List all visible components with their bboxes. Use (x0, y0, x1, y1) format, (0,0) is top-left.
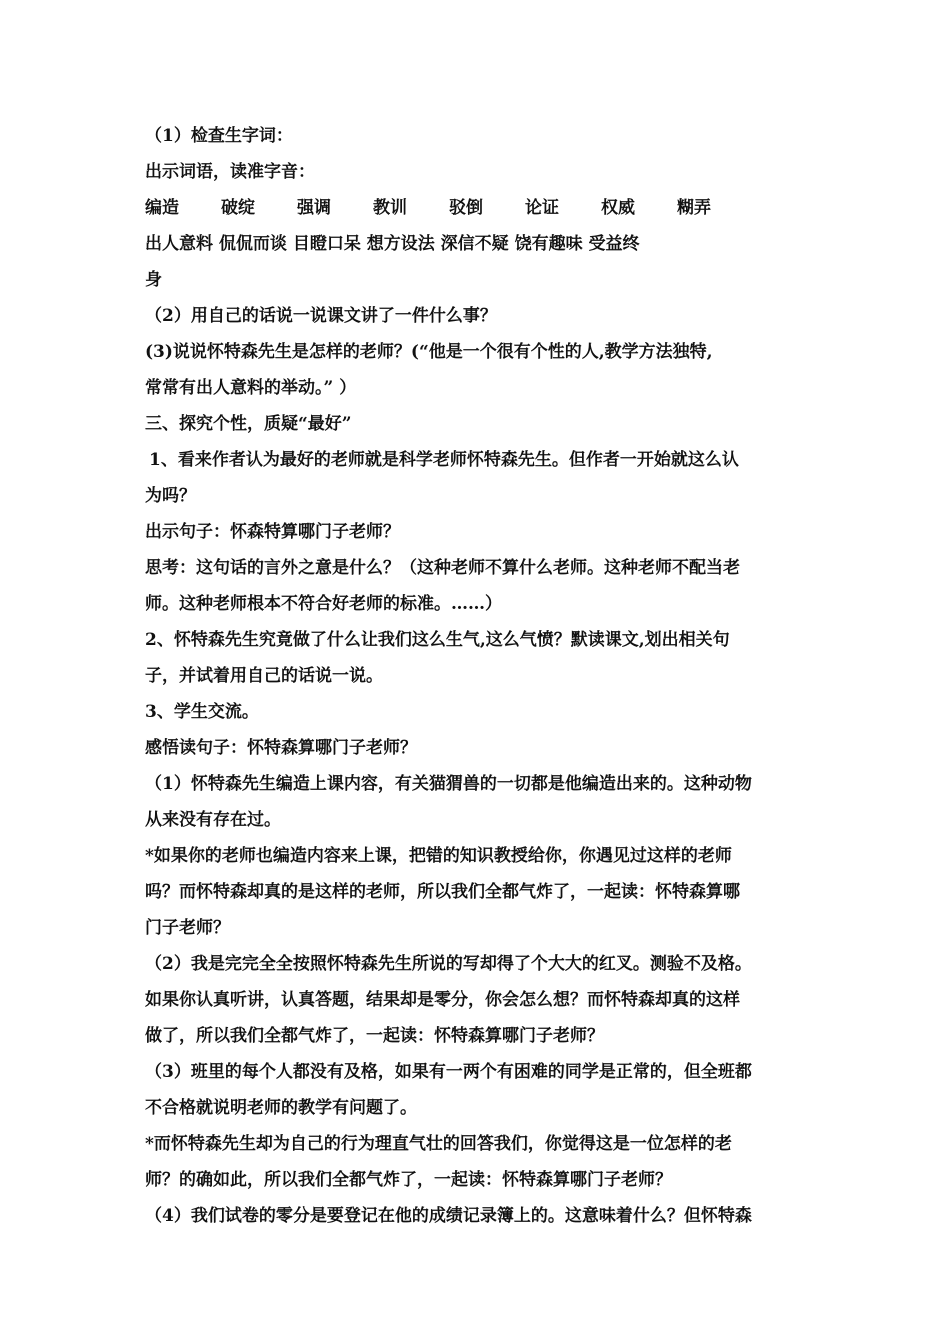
paragraph-line: 身 (145, 270, 162, 290)
paragraph-line: 不合格就说明老师的教学有问题了。 (145, 1098, 417, 1118)
paragraph-line: （2）我是完完全全按照怀特森先生所说的写却得了个大大的红叉。测验不及格。 (145, 954, 752, 974)
subheading-retell: （2）用自己的话说一说课文讲了一件什么事？ (145, 306, 497, 326)
vocabulary-word: 教训 (373, 198, 407, 218)
paragraph-line: 3、学生交流。 (145, 702, 259, 722)
paragraph-line: *如果你的老师也编造内容来上课，把错的知识教授给你，你遇见过这样的老师 (145, 846, 732, 866)
paragraph-line: (3)说说怀特森先生是怎样的老师？(“他是一个很有个性的人,教学方法独特, (145, 342, 713, 362)
paragraph-line: 如果你认真听讲，认真答题，结果却是零分，你会怎么想？而怀特森却真的这样 (145, 990, 740, 1010)
vocabulary-row (145, 190, 810, 226)
paragraph-line: 常常有出人意料的举动。” ） (145, 378, 357, 398)
paragraph-line: 做了，所以我们全都气炸了，一起读：怀特森算哪门子老师？ (145, 1026, 604, 1046)
paragraph-line: 门子老师？ (145, 918, 230, 938)
paragraph-line: 感悟读句子：怀特森算哪门子老师？ (145, 738, 417, 758)
paragraph-line: 吗？而怀特森却真的是这样的老师，所以我们全都气炸了，一起读：怀特森算哪 (145, 882, 740, 902)
paragraph-line: （1）怀特森先生编造上课内容，有关猫猬兽的一切都是他编造出来的。这种动物 (145, 774, 752, 794)
vocabulary-phrases: 出人意料 侃侃而谈 目瞪口呆 想方设法 深信不疑 饶有趣味 受益终 (145, 234, 640, 254)
subheading-check-words: （1）检查生字词： (145, 126, 293, 146)
document-body (145, 118, 810, 1234)
paragraph-line: 为吗？ (145, 486, 196, 506)
vocabulary-word: 权威 (601, 198, 635, 218)
paragraph-line: 思考：这句话的言外之意是什么？（这种老师不算什么老师。这种老师不配当老 (145, 558, 740, 578)
vocabulary-word: 驳倒 (449, 198, 483, 218)
paragraph-line: （4）我们试卷的零分是要登记在他的成绩记录簿上的。这意味着什么？但怀特森 (145, 1206, 752, 1226)
paragraph-line: 出示句子：怀森特算哪门子老师？ (145, 522, 400, 542)
vocabulary-word: 糊弄 (677, 198, 711, 218)
vocabulary-word: 编造 (145, 198, 179, 218)
vocabulary-word: 破绽 (221, 198, 255, 218)
paragraph-line: 从来没有存在过。 (145, 810, 281, 830)
paragraph-line: 师。这种老师根本不符合好老师的标准。……） (145, 594, 502, 614)
paragraph-line: 子，并试着用自己的话说一说。 (145, 666, 383, 686)
vocabulary-word: 论证 (525, 198, 559, 218)
paragraph-line: 师？的确如此，所以我们全都气炸了，一起读：怀特森算哪门子老师？ (145, 1170, 672, 1190)
paragraph-line: 2、怀特森先生究竟做了什么让我们这么生气,这么气愤？默读课文,划出相关句 (145, 630, 730, 650)
paragraph-line: *而怀特森先生却为自己的行为理直气壮的回答我们，你觉得这是一位怎样的老 (145, 1134, 732, 1154)
section-heading: 三、探究个性，质疑“最好” (145, 414, 352, 434)
vocabulary-word: 强调 (297, 198, 331, 218)
paragraph-line: （3）班里的每个人都没有及格，如果有一两个有困难的同学是正常的，但全班都 (145, 1062, 752, 1082)
paragraph-line: 1、看来作者认为最好的老师就是科学老师怀特森先生。但作者一开始就这么认 (149, 450, 739, 470)
paragraph-line: 出示词语，读准字音： (145, 162, 315, 182)
